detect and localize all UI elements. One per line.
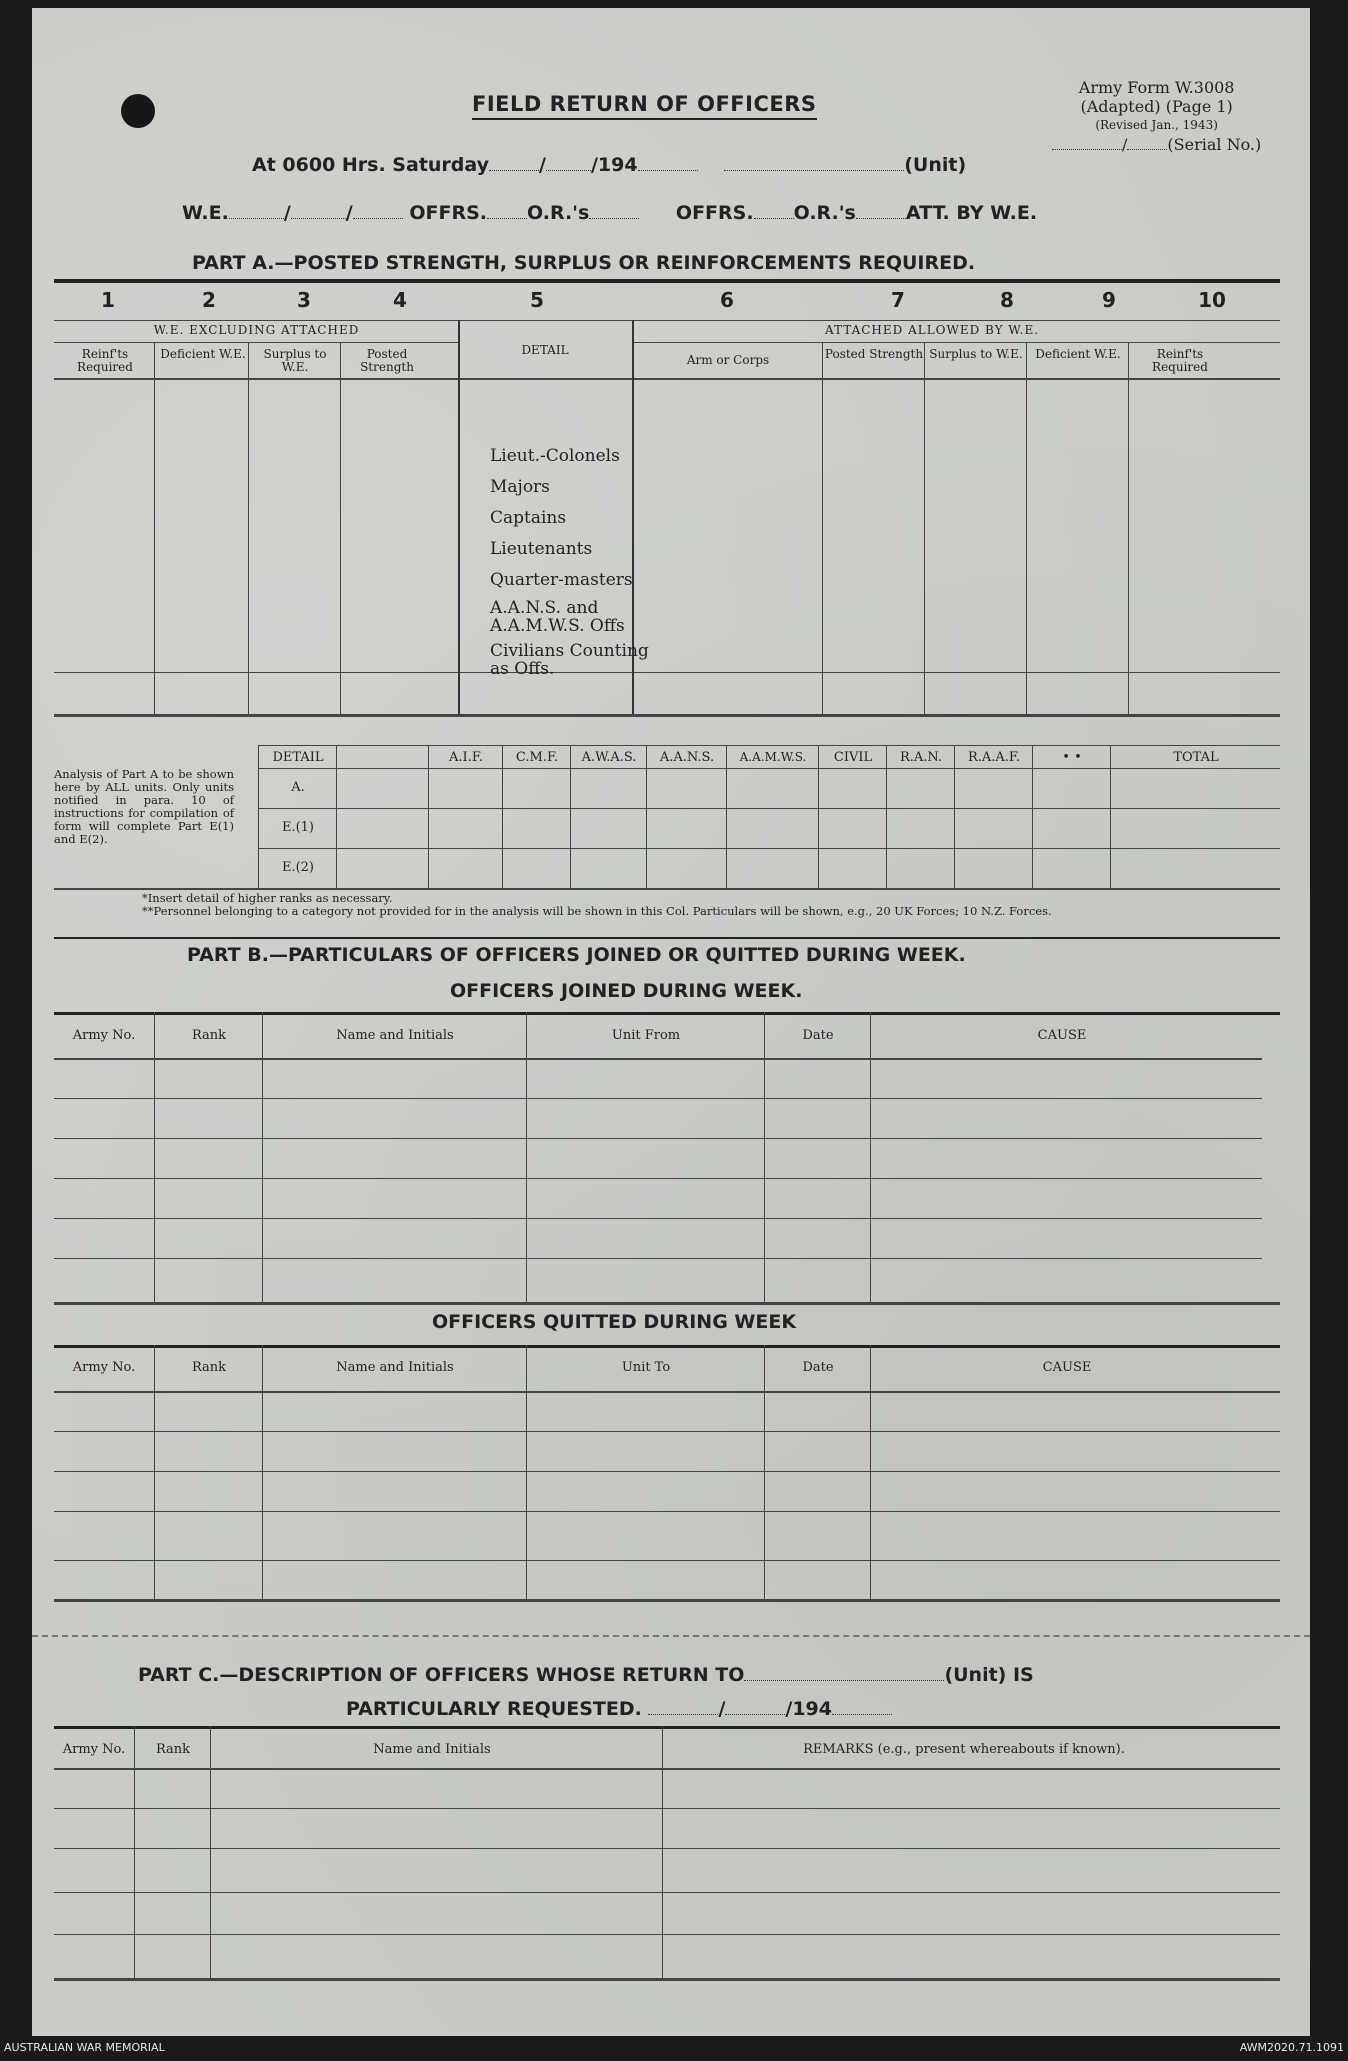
joined-col-date: Date [802, 1028, 834, 1043]
rank-item: A.A.N.S. and A.A.M.W.S. Offs [490, 598, 625, 636]
col-num-4: 4 [393, 288, 407, 312]
analysis-col-raaf: R.A.A.F. [967, 750, 1021, 765]
quitted-col-date: Date [802, 1360, 834, 1375]
analysis-row-e2: E.(2) [281, 860, 315, 875]
analysis-col-cmf: C.M.F. [515, 750, 559, 765]
col-num-8: 8 [1000, 288, 1014, 312]
at-unit: (Unit) [904, 154, 967, 176]
joined-col-rank: Rank [191, 1028, 227, 1043]
c-col-army: Army No. [62, 1742, 126, 1757]
col-arm-corps: Arm or Corps [686, 353, 770, 367]
col-posted: Posted Strength [360, 347, 414, 374]
we-label: W.E. [182, 202, 229, 224]
rank-item: Lieut.-Colonels [490, 446, 620, 466]
col-surplus: Surplus to W.E. [263, 347, 327, 374]
col-deficient: Deficient W.E. [160, 347, 246, 361]
analysis-col-civil: CIVIL [833, 750, 873, 765]
analysis-col-other: • • [1062, 750, 1082, 765]
part-c-heading: PART C.—DESCRIPTION OF OFFICERS WHOSE RETURN TO [138, 1664, 745, 1686]
form-number-block [1052, 78, 1261, 154]
part-c-line1 [138, 1664, 1034, 1686]
joined-col-name: Name and Initials [336, 1028, 454, 1043]
analysis-row-a: A. [291, 780, 305, 795]
analysis-col-ran: R.A.N. [899, 750, 943, 765]
at-prefix: At 0600 Hrs. Saturday [252, 154, 490, 176]
quitted-heading: OFFICERS QUITTED DURING WEEK [432, 1311, 797, 1333]
part-b-heading: PART B.—PARTICULARS OF OFFICERS JOINED OR QUITTED DURING WEEK. [187, 944, 966, 966]
form-adapted: (Adapted) (Page 1) [1080, 97, 1233, 116]
part-c-year: /194 [785, 1698, 832, 1720]
rank-item: Lieutenants [490, 539, 593, 559]
col-reinfts: Reinf'ts Required [77, 347, 133, 374]
joined-col-unit: Unit From [611, 1028, 681, 1043]
footer-right: AWM2020.71.1091 [1239, 2041, 1344, 2054]
rank-item: Quarter-masters [490, 570, 633, 590]
footnote-1: *Insert detail of higher ranks as necessary. [142, 891, 393, 905]
rank-item: Captains [490, 508, 567, 528]
col-num-9: 9 [1102, 288, 1116, 312]
we-line: W.E. / / OFFRS. O.R.'s OFFRS. O.R.'s ATT. BY W.E. [182, 202, 1038, 224]
col-r-deficient: Deficient W.E. [1035, 347, 1121, 361]
analysis-col-awas: A.W.A.S. [581, 750, 637, 765]
footnote-2: **Personnel belonging to a category not provided for in the analysis will be shown in this Col. Particulars will be shown, e.g., 20 UK Forces; 10 N.Z. Forces. [142, 904, 1052, 918]
footer-left: AUSTRALIAN WAR MEMORIAL [4, 2041, 165, 2054]
analysis-detail: DETAIL [272, 750, 324, 765]
form-title: FIELD RETURN OF OFFICERS [472, 92, 817, 120]
ors2-label: O.R.'s [793, 202, 856, 224]
c-col-name: Name and Initials [373, 1742, 491, 1757]
offrs1-label: OFFRS. [409, 202, 488, 224]
col-num-7: 7 [891, 288, 905, 312]
col-num-6: 6 [720, 288, 734, 312]
joined-col-cause: CAUSE [1037, 1028, 1087, 1043]
we-excluding: W.E. EXCLUDING ATTACHED [153, 323, 360, 337]
analysis-note: Analysis of Part A to be shown here by ALL units. Only units notified in para. 10 of instructions for compilation of form will complete Part E(1) and E(2). [54, 767, 234, 846]
quitted-col-name: Name and Initials [336, 1360, 454, 1375]
form-revised: (Revised Jan., 1943) [1095, 118, 1218, 132]
col-r-reinfts: Reinf'ts Required [1152, 347, 1208, 374]
punch-hole [121, 94, 155, 128]
col-num-10: 10 [1198, 288, 1226, 312]
at-year: /194 [590, 154, 638, 176]
part-a-heading: PART A.—POSTED STRENGTH, SURPLUS OR REINFORCEMENTS REQUIRED. [192, 252, 976, 274]
col-num-5: 5 [530, 288, 544, 312]
part-c-requested: PARTICULARLY REQUESTED. [346, 1698, 642, 1720]
rank-item: Majors [490, 477, 550, 497]
col-detail: DETAIL [521, 343, 569, 357]
form-paper [32, 8, 1310, 2036]
att-label: ATT. BY W.E. [905, 202, 1038, 224]
joined-heading: OFFICERS JOINED DURING WEEK. [450, 980, 803, 1002]
analysis-col-aans: A.A.N.S. [659, 750, 715, 765]
rank-item: Civilians Counting as Offs. [490, 641, 649, 679]
col-num-3: 3 [297, 288, 311, 312]
analysis-col-total: TOTAL [1173, 750, 1219, 765]
col-r-surplus: Surplus to W.E. [929, 347, 1023, 361]
quitted-col-cause: CAUSE [1042, 1360, 1092, 1375]
at-line: At 0600 Hrs. Saturday / /194 (Unit) [252, 154, 967, 176]
quitted-col-rank: Rank [191, 1360, 227, 1375]
serial-label: (Serial No.) [1167, 135, 1262, 154]
offrs2-label: OFFRS. [675, 202, 754, 224]
col-r-posted: Posted Strength [824, 347, 924, 361]
c-col-remarks: REMARKS (e.g., present whereabouts if known). [803, 1742, 1125, 1757]
rank-list [490, 444, 655, 685]
serial-line: / (Serial No.) [1052, 135, 1261, 154]
part-c-unit: (Unit) IS [944, 1664, 1034, 1686]
ors1-label: O.R.'s [527, 202, 590, 224]
col-num-1: 1 [101, 288, 115, 312]
part-c-line2: PARTICULARLY REQUESTED. / /194 [346, 1698, 892, 1720]
form-number: Army Form W.3008 [1078, 78, 1235, 97]
col-num-2: 2 [202, 288, 216, 312]
analysis-row-e1: E.(1) [281, 820, 315, 835]
quitted-col-army: Army No. [72, 1360, 136, 1375]
joined-col-army: Army No. [72, 1028, 136, 1043]
analysis-col-aamws: A.A.M.W.S. [739, 750, 807, 764]
analysis-col-aif: A.I.F. [449, 750, 483, 765]
attached-allowed: ATTACHED ALLOWED BY W.E. [824, 323, 1040, 337]
quitted-col-unit: Unit To [621, 1360, 671, 1375]
c-col-rank: Rank [155, 1742, 191, 1757]
